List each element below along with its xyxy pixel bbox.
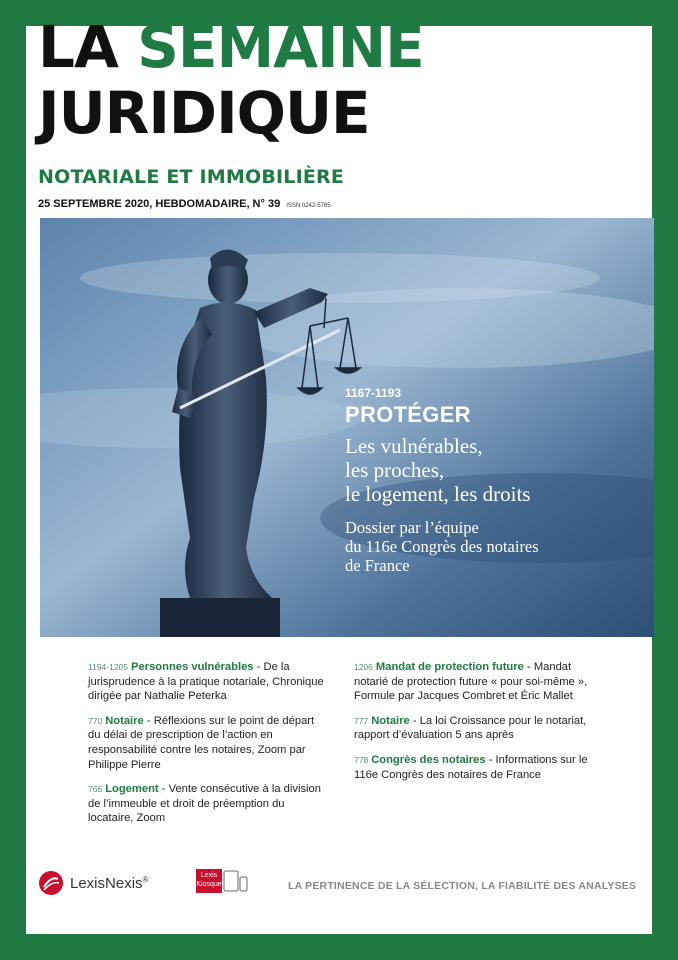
toc-item[interactable]: 766 Logement - Vente consécutive à la division de l’immeuble et droit de préemption du locataire, Zoom	[88, 783, 321, 825]
lexisnexis-logo[interactable]	[38, 870, 148, 896]
kiosque-line2: Kiosque	[196, 881, 222, 888]
toc-text: Informations sur le 116e Congrès des notaires de France	[354, 753, 588, 781]
toc-item[interactable]: 770 Notaire - Réflexions sur le point de départ du délai de prescription de l’action en responsabilité contre les notaires, Zoom par Philippe Pierre	[88, 714, 315, 771]
hero-text	[345, 386, 539, 575]
lexis-kiosque-badge[interactable]	[196, 869, 248, 893]
publisher-label: LexisNexis	[70, 874, 143, 892]
toc-text: Vente consécutive à la division de l’immeuble et droit de préemption du locataire, Zoom	[88, 783, 321, 825]
tagline: LA PERTINENCE DE LA SÉLECTION, LA FIABILITÉ DES ANALYSES	[288, 880, 637, 892]
publisher-name	[70, 875, 148, 892]
toc-number: 770	[88, 715, 103, 726]
issue-dateline	[38, 198, 331, 210]
hero-image	[40, 218, 654, 637]
toc-topic: Personnes vulnérables	[131, 661, 254, 673]
toc-item[interactable]: 778 Congrès des notaires - Informations sur le 116e Congrès des notaires de France	[354, 753, 588, 781]
hero-subheading: Les vulnérables, les proches, le logement, les droits	[345, 434, 531, 506]
registered-mark: ®	[142, 874, 149, 884]
toc-text: Réflexions sur le point de départ du délai de prescription de l’action en responsabilité contre les notaires, Zoom par Philippe Pierre	[88, 714, 315, 771]
kiosque-logo	[196, 869, 222, 893]
toc-item[interactable]: 777 Notaire - La loi Croissance pour le notariat, rapport d’évaluation 5 ans après	[354, 714, 587, 742]
masthead-subtitle: NOTARIALE ET IMMOBILIÈRE	[38, 166, 345, 188]
toc-number: 1194-1205	[88, 662, 129, 672]
toc-number: 766	[88, 784, 103, 795]
masthead-title-line2: JURIDIQUE	[38, 79, 370, 147]
toc-topic: Mandat de protection future	[375, 661, 524, 673]
dateline-text: 25 SEPTEMBRE 2020, HEBDOMADAIRE, N° 39	[38, 198, 281, 210]
toc-number: 778	[354, 754, 369, 765]
toc-topic: Notaire	[371, 714, 410, 727]
toc-right-column	[354, 660, 604, 792]
toc-topic: Logement	[105, 783, 159, 796]
toc-number: 777	[354, 715, 369, 726]
title-semaine: SEMAINE	[137, 13, 424, 81]
toc-item[interactable]: 1194-1205 Personnes vulnérables - De la jurisprudence à la pratique notariale, Chronique dirigée par Nathalie Peterka	[88, 661, 324, 703]
devices-icon	[222, 869, 248, 893]
toc-left-column	[88, 660, 326, 836]
title-la: LA	[38, 13, 118, 81]
toc-number: 1206	[354, 662, 373, 672]
masthead-title-line1	[38, 13, 424, 81]
kiosque-line1: Lexis	[200, 872, 218, 879]
toc-topic: Notaire	[105, 714, 144, 727]
lexisnexis-emblem-icon	[38, 870, 64, 896]
toc-text: De la jurisprudence à la pratique notariale, Chronique dirigée par Nathalie Peterka	[88, 661, 324, 703]
toc-text: Mandat notarié de protection future « pour soi-même », Formule par Jacques Combret et Éric Mallet	[354, 661, 588, 703]
hero-dossier: Dossier par l’équipe du 116e Congrès des notaires de France	[345, 518, 539, 575]
hero-heading: PROTÉGER	[345, 402, 471, 427]
toc-topic: Congrès des notaires	[371, 753, 486, 766]
toc-text: La loi Croissance pour le notariat, rapport d’évaluation 5 ans après	[354, 714, 587, 742]
toc-item[interactable]: 1206 Mandat de protection future - Mandat notarié de protection future « pour soi-même », Formule par Jacques Combret et Éric Mallet	[354, 661, 588, 703]
issn: ISSN 0242-5785	[286, 203, 331, 209]
hero-range: 1167-1193	[345, 386, 402, 400]
